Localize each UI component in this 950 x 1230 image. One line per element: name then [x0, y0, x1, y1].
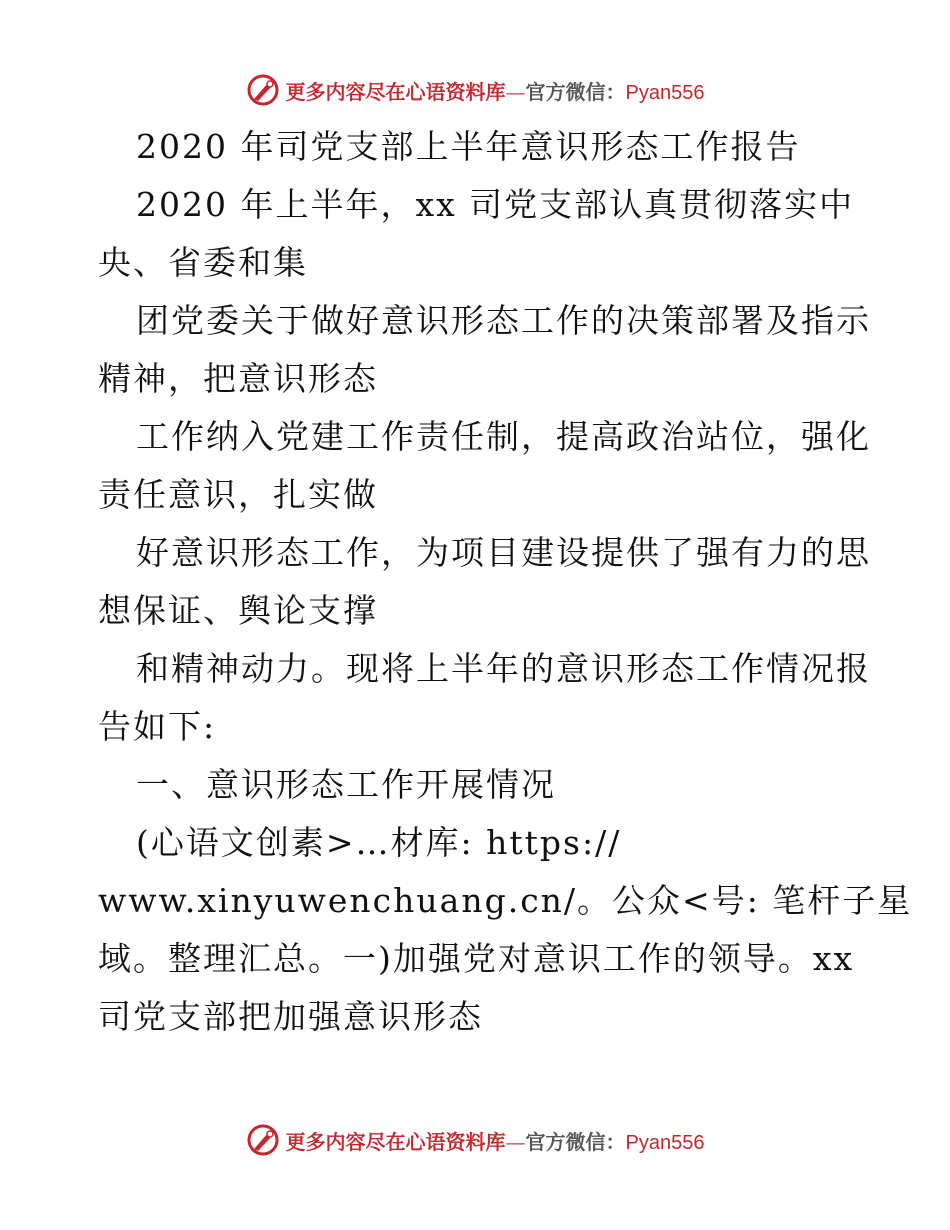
doc-title: 2020 年司党支部上半年意识形态工作报告 [136, 127, 801, 166]
doc-line: 责任意识，扎实做 [98, 475, 378, 514]
doc-line: (心语文创素>…材库: https:// [136, 823, 622, 862]
doc-line: www.xinyuwenchuang.cn/。公众<号: 笔杆子星 [98, 881, 913, 920]
doc-line: 团党委关于做好意识形态工作的决策部署及指示 [136, 301, 871, 340]
pen-circle-icon [246, 73, 280, 107]
pen-circle-icon [246, 1123, 280, 1157]
doc-line: 域。整理汇总。一)加强党对意识工作的领导。xx [98, 939, 855, 978]
doc-line: 工作纳入党建工作责任制，提高政治站位，强化 [136, 417, 871, 456]
doc-line: 告如下: [98, 707, 217, 746]
banner-wechat-id: Pyan556 [625, 81, 705, 104]
doc-line: 和精神动力。现将上半年的意识形态工作情况报 [136, 649, 871, 688]
banner-wechat-label: 官方微信： [525, 79, 626, 104]
banner-wechat-id: Pyan556 [625, 1131, 705, 1154]
banner-text [286, 1126, 705, 1155]
document-body [98, 118, 913, 1046]
doc-line: 央、省委和集 [98, 243, 308, 282]
footer-banner [0, 1120, 950, 1160]
banner-slogan: 更多内容尽在心语资料库 [285, 79, 506, 104]
doc-line: 精神，把意识形态 [98, 359, 378, 398]
doc-line: 想保证、舆论支撑 [98, 591, 378, 630]
doc-line: 司党支部把加强意识形态 [98, 997, 483, 1036]
doc-line: 2020 年上半年，xx 司党支部认真贯彻落实中 [136, 185, 855, 224]
section-heading: 一、意识形态工作开展情况 [136, 765, 556, 804]
banner-text [286, 76, 705, 105]
banner-separator: — [505, 79, 526, 104]
header-banner [0, 70, 950, 110]
banner-slogan: 更多内容尽在心语资料库 [285, 1129, 506, 1154]
banner-separator: — [505, 1129, 526, 1154]
banner-wechat-label: 官方微信： [525, 1129, 626, 1154]
doc-line: 好意识形态工作，为项目建设提供了强有力的思 [136, 533, 871, 572]
